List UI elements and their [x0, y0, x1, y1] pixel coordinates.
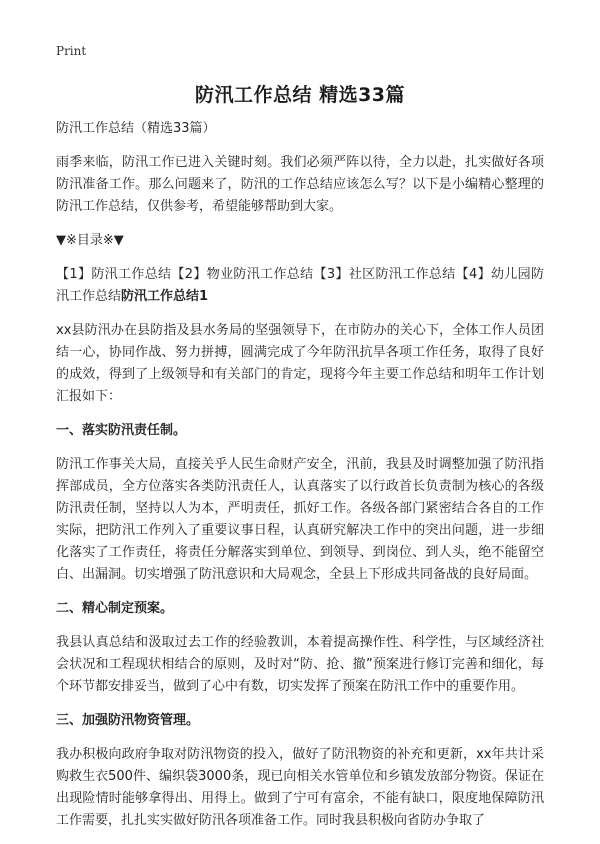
article-body	[56, 118, 544, 844]
page-title: 防汛工作总结 精选33篇	[194, 84, 406, 106]
article-subtitle: 防汛工作总结（精选33篇）	[56, 121, 216, 136]
body-paragraph: xx县防汛办在县防指及县水务局的坚强领导下，在市防办的关心下，全体工作人员团结一心，协同作战、努力拼搏，圆满完成了今年防汛抗旱各项工作任务，取得了良好的成效，得到了上级领导和有关部门的肯定，现将今年主要工作总结和明年工作计划汇报如下：	[56, 323, 544, 404]
toc-link-3[interactable]: 【3】社区防汛工作总结	[313, 267, 456, 282]
toc-link-1[interactable]: 【1】防汛工作总结	[56, 267, 172, 282]
table-of-contents	[56, 264, 544, 308]
body-paragraph: 我办积极向政府争取对防汛物资的投入，做好了防汛物资的补充和更新，xx年共计采购救生衣500件、编织袋3000条，现已向相关水管单位和乡镇发放部分物资。保证在出现险情时能够拿得出、用得上。做到了宁可有富余，不能有缺口，限度地保障防汛工作需要，扎扎实实做好防汛各项准备工作。同时我县积极向省防办争取了	[56, 747, 544, 828]
toc-marker: ▼※目录※▼	[56, 233, 124, 248]
section-heading: 二、精心制定预案。	[56, 601, 174, 616]
print-link[interactable]: Print	[56, 44, 87, 58]
body-paragraph: 防汛工作事关大局，直接关乎人民生命财产安全，汛前，我县及时调整加强了防汛指挥部成员，全方位落实各类防汛责任人，认真落实了以行政首长负责制为核心的各级防汛责任制，坚持以人为本，严明责任，抓好工作。各级各部门紧密结合各自的工作实际，把防汛工作列入了重要议事日程，认真研究解决工作中的突出问题，进一步细化落实了工作责任，将责任分解落实到单位、到领导、到岗位、到人头，绝不能留空白、出漏洞。切实增强了防汛意识和大局观念，全县上下形成共同备战的良好局面。	[56, 457, 544, 582]
body-paragraph: 我县认真总结和汲取过去工作的经验教训，本着提高操作性、科学性，与区域经济社会状况和工程现状相结合的原则，及时对“防、抢、撤”预案进行修订完善和细化，每个环节都安排妥当，做到了心中有数，切实发挥了预案在防汛工作中的重要作用。	[56, 635, 544, 694]
intro-paragraph: 雨季来临，防汛工作已进入关键时刻。我们必须严阵以待，全力以赴，扎实做好各项防汛准备工作。那么问题来了，防汛的工作总结应该怎么写？以下是小编精心整理的防汛工作总结，仅供参考，希望能够帮助到大家。	[56, 155, 544, 214]
section-heading: 一、落实防汛责任制。	[56, 423, 187, 438]
toc-link-2[interactable]: 【2】物业防汛工作总结	[171, 267, 314, 282]
section-heading: 三、加强防汛物资管理。	[56, 713, 200, 728]
section-title: 防汛工作总结1	[121, 289, 209, 304]
toc-link-4[interactable]: 【4】幼儿园防汛工作总结	[56, 267, 544, 304]
